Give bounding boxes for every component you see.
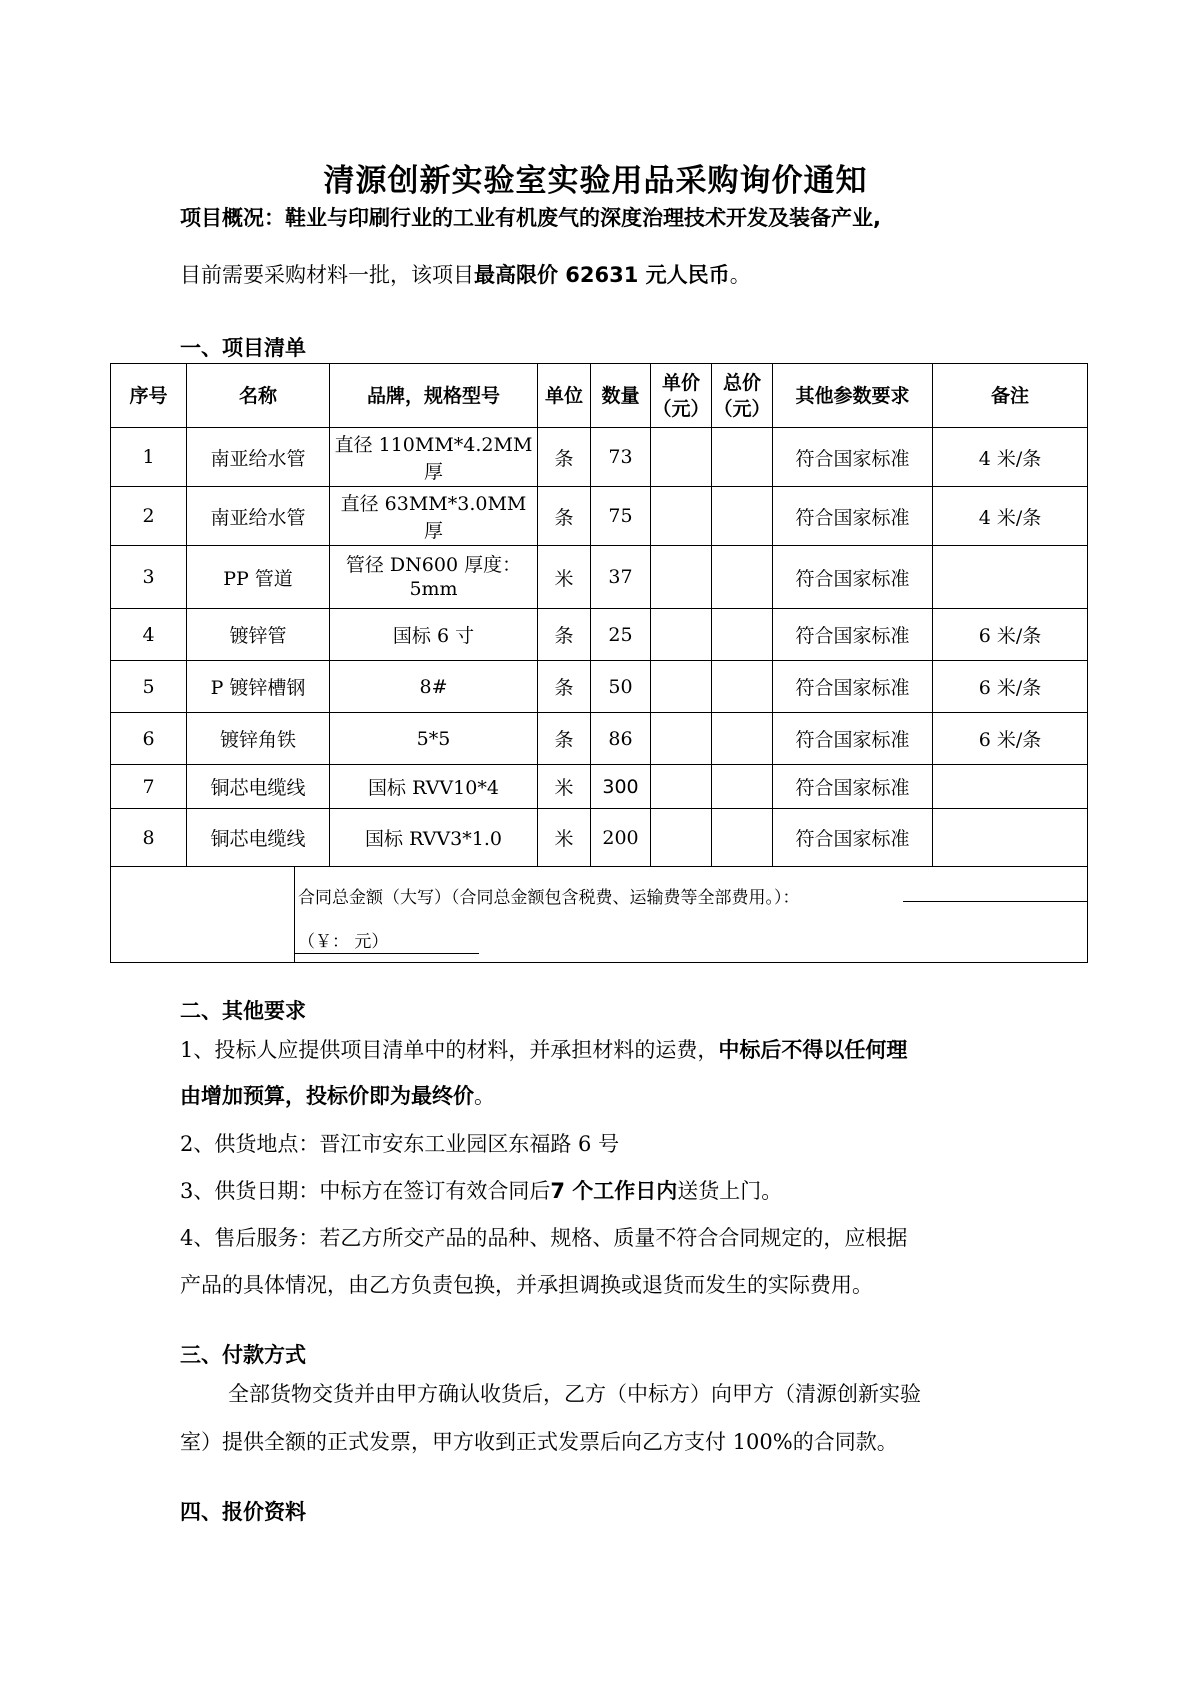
cell-name: 铜芯电缆线 xyxy=(187,809,330,867)
cell-price xyxy=(651,546,712,609)
cell-spec: 国标 6 寸 xyxy=(330,609,538,661)
cell-note: 6 米/条 xyxy=(933,713,1088,765)
cell-qty: 200 xyxy=(591,809,651,867)
cell-note xyxy=(933,546,1088,609)
req-item-1: 1、投标人应提供项目清单中的材料，并承担材料的运费，中标后不得以任何理 xyxy=(180,1038,908,1062)
cell-unit: 条 xyxy=(538,609,591,661)
table-row xyxy=(111,546,1088,609)
overview-project: 鞋业与印刷行业的工业有机废气的深度治理技术开发及装备产业, xyxy=(285,206,881,230)
table-row xyxy=(111,428,1088,487)
cell-spec: 直径 63MM*3.0MM 厚 xyxy=(330,487,538,546)
total-amount-figure: （￥： 元） xyxy=(298,932,389,952)
section1-heading: 一、项目清单 xyxy=(180,336,306,360)
cell-spec: 直径 110MM*4.2MM 厚 xyxy=(330,428,538,487)
cell-name: 铜芯电缆线 xyxy=(187,765,330,809)
header-name: 名称 xyxy=(187,364,330,428)
header-price: 单价 （元） xyxy=(651,364,712,428)
cell-spec: 8# xyxy=(330,661,538,713)
cell-name: 南亚给水管 xyxy=(187,487,330,546)
total-amount-label: 合同总金额（大写）（合同总金额包含税费、运输费等全部费用。）： xyxy=(298,888,800,908)
cell-spec: 国标 RVV10*4 xyxy=(330,765,538,809)
cell-unit: 条 xyxy=(538,661,591,713)
cell-name: 南亚给水管 xyxy=(187,428,330,487)
page-title: 清源创新实验室实验用品采购询价通知 xyxy=(323,163,868,199)
header-spec: 品牌，规格型号 xyxy=(330,364,538,428)
cell-total xyxy=(712,713,773,765)
req-item-1-cont: 由增加预算，投标价即为最终价。 xyxy=(180,1084,495,1108)
table-footer-row xyxy=(111,867,1088,963)
cell-other: 符合国家标准 xyxy=(773,487,933,546)
table-row xyxy=(111,609,1088,661)
header-unit: 单位 xyxy=(538,364,591,428)
max-price: 最高限价 62631 元人民币 xyxy=(474,263,730,287)
overview-text: 目前需要采购材料一批，该项目 xyxy=(180,263,474,287)
cell-price xyxy=(651,487,712,546)
cell-price xyxy=(651,809,712,867)
header-other: 其他参数要求 xyxy=(773,364,933,428)
table-row xyxy=(111,661,1088,713)
cell-seq: 3 xyxy=(111,546,187,609)
header-total: 总价 （元） xyxy=(712,364,773,428)
cell-other: 符合国家标准 xyxy=(773,661,933,713)
table-header-row xyxy=(111,364,1088,428)
table-row xyxy=(111,487,1088,546)
cell-name: 镀锌角铁 xyxy=(187,713,330,765)
section2-heading: 二、其他要求 xyxy=(180,999,306,1023)
overview-label: 项目概况： xyxy=(180,206,285,230)
cell-unit: 条 xyxy=(538,428,591,487)
cell-qty: 300 xyxy=(591,765,651,809)
cell-note xyxy=(933,809,1088,867)
payment-line-2: 室）提供全额的正式发票，甲方收到正式发票后向乙方支付 100%的合同款。 xyxy=(180,1430,898,1454)
req-item-3: 3、供货日期：中标方在签订有效合同后7 个工作日内送货上门。 xyxy=(180,1179,783,1203)
cell-note xyxy=(933,765,1088,809)
cell-total xyxy=(712,661,773,713)
cell-other: 符合国家标准 xyxy=(773,765,933,809)
req-item-4: 4、售后服务：若乙方所交产品的品种、规格、质量不符合合同规定的，应根据 xyxy=(180,1226,908,1250)
header-note: 备注 xyxy=(933,364,1088,428)
cell-price xyxy=(651,609,712,661)
cell-price xyxy=(651,661,712,713)
cell-seq: 5 xyxy=(111,661,187,713)
cell-note: 4 米/条 xyxy=(933,487,1088,546)
cell-total xyxy=(712,487,773,546)
cell-name: PP 管道 xyxy=(187,546,330,609)
req-item-4-cont: 产品的具体情况，由乙方负责包换，并承担调换或退货而发生的实际费用。 xyxy=(180,1273,873,1297)
cell-spec: 国标 RVV3*1.0 xyxy=(330,809,538,867)
section3-heading: 三、付款方式 xyxy=(180,1343,306,1367)
cell-price xyxy=(651,765,712,809)
cell-name: P 镀锌槽钢 xyxy=(187,661,330,713)
cell-unit: 条 xyxy=(538,713,591,765)
cell-spec: 5*5 xyxy=(330,713,538,765)
table-row xyxy=(111,713,1088,765)
cell-qty: 50 xyxy=(591,661,651,713)
cell-price xyxy=(651,428,712,487)
cell-total xyxy=(712,546,773,609)
total-amount-cell xyxy=(111,867,1088,963)
cell-note: 4 米/条 xyxy=(933,428,1088,487)
cell-other: 符合国家标准 xyxy=(773,713,933,765)
cell-qty: 86 xyxy=(591,713,651,765)
cell-note: 6 米/条 xyxy=(933,609,1088,661)
cell-unit: 条 xyxy=(538,487,591,546)
cell-seq: 6 xyxy=(111,713,187,765)
header-seq: 序号 xyxy=(111,364,187,428)
cell-seq: 8 xyxy=(111,809,187,867)
total-amount-blank xyxy=(903,901,1087,902)
cell-unit: 米 xyxy=(538,765,591,809)
cell-other: 符合国家标准 xyxy=(773,428,933,487)
cell-other: 符合国家标准 xyxy=(773,809,933,867)
cell-total xyxy=(712,809,773,867)
cell-qty: 75 xyxy=(591,487,651,546)
cell-qty: 73 xyxy=(591,428,651,487)
overview-line-2: 目前需要采购材料一批，该项目最高限价 62631 元人民币。 xyxy=(180,263,751,287)
table-row xyxy=(111,809,1088,867)
cell-qty: 37 xyxy=(591,546,651,609)
cell-spec: 管径 DN600 厚度： 5mm xyxy=(330,546,538,609)
items-table xyxy=(110,363,1088,963)
cell-seq: 1 xyxy=(111,428,187,487)
header-qty: 数量 xyxy=(591,364,651,428)
cell-unit: 米 xyxy=(538,809,591,867)
cell-total xyxy=(712,428,773,487)
cell-seq: 2 xyxy=(111,487,187,546)
table-row xyxy=(111,765,1088,809)
cell-unit: 米 xyxy=(538,546,591,609)
cell-total xyxy=(712,609,773,661)
cell-seq: 7 xyxy=(111,765,187,809)
cell-price xyxy=(651,713,712,765)
cell-note: 6 米/条 xyxy=(933,661,1088,713)
req-item-2: 2、供货地点：晋江市安东工业园区东福路 6 号 xyxy=(180,1132,620,1156)
cell-seq: 4 xyxy=(111,609,187,661)
cell-total xyxy=(712,765,773,809)
cell-qty: 25 xyxy=(591,609,651,661)
cell-other: 符合国家标准 xyxy=(773,546,933,609)
cell-name: 镀锌管 xyxy=(187,609,330,661)
cell-other: 符合国家标准 xyxy=(773,609,933,661)
overview-line-1 xyxy=(180,203,1020,233)
section4-heading: 四、报价资料 xyxy=(180,1500,306,1524)
payment-line-1: 全部货物交货并由甲方确认收货后，乙方（中标方）向甲方（清源创新实验 xyxy=(228,1382,921,1406)
